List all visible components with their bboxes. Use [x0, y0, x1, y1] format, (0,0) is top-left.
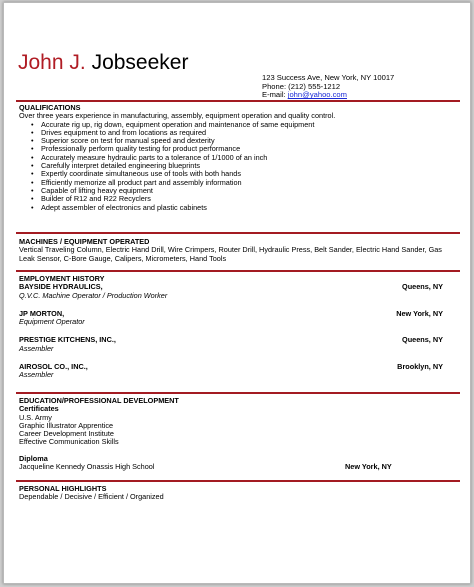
list-item: • Adept assembler of electronics and plastic cabinets	[29, 204, 457, 212]
section-divider	[16, 100, 460, 102]
job-company: AIROSOL CO., INC.,	[19, 362, 88, 372]
certificate-item: Graphic Illustrator Apprentice	[19, 420, 114, 430]
highlights-section	[19, 485, 457, 502]
section-divider	[16, 232, 460, 234]
list-item: • Builder of R12 and R22 Recyclers	[29, 195, 457, 203]
job-location: New York, NY	[396, 308, 443, 318]
section-divider	[16, 392, 460, 394]
highlights-heading: PERSONAL HIGHLIGHTS	[19, 484, 107, 493]
phone: Phone: (212) 555-1212	[262, 81, 341, 91]
job-entry	[19, 283, 457, 300]
email-label: E-mail:	[262, 90, 286, 100]
address: 123 Success Ave, New York, NY 10017	[262, 73, 395, 82]
first-name: John J.	[18, 51, 86, 74]
qualifications-section	[19, 104, 457, 212]
job-title: Assembler	[19, 370, 54, 380]
section-divider	[16, 270, 460, 272]
job-location: Queens, NY	[402, 282, 443, 292]
job-entry	[19, 336, 457, 353]
job-company: BAYSIDE HYDRAULICS,	[19, 282, 103, 292]
job-entry	[19, 310, 457, 327]
resume-page	[3, 2, 471, 584]
last-name: Jobseeker	[91, 51, 189, 74]
job-title: Equipment Operator	[19, 317, 85, 327]
section-divider	[16, 480, 460, 482]
diploma-school: Jacqueline Kennedy Onassis High School	[19, 462, 155, 472]
job-location: Queens, NY	[402, 335, 443, 345]
job-title: Q.V.C. Machine Operator / Production Worker	[19, 290, 168, 300]
list-item: • Accurate rig up, rig down, equipment operation and maintenance of same equipment	[29, 121, 457, 129]
diploma-location: New York, NY	[345, 462, 392, 472]
highlights-text: Dependable / Decisive / Efficient / Organized	[19, 492, 164, 502]
machines-text: Vertical Traveling Column, Electric Hand Drill, Wire Crimpers, Router Drill, Hydraulic Press, Belt Sander, Electric Hand Sander, Gas Leak Sensor, C-Bore Gauge, Calipers, Micrometers, Hand Tools	[19, 245, 442, 263]
qualifications-heading: QUALIFICATIONS	[19, 103, 81, 112]
machines-heading: MACHINES / EQUIPMENT OPERATED	[19, 237, 150, 246]
employment-section	[19, 275, 457, 390]
job-entry	[19, 363, 457, 380]
list-item: • Capable of lifting heavy equipment	[29, 187, 457, 195]
candidate-name	[18, 51, 188, 75]
list-item: • Superior score on test for manual speed and dexterity	[29, 137, 457, 145]
email-line	[262, 91, 394, 100]
list-item: • Accurately measure hydraulic parts to a tolerance of 1/1000 of an inch	[29, 154, 457, 162]
employment-heading: EMPLOYMENT HISTORY	[19, 274, 105, 283]
list-item: • Carefully interpret detailed engineering blueprints	[29, 162, 457, 170]
list-item: • Professionally perform quality testing for product performance	[29, 145, 457, 153]
certificates-heading: Certificates	[19, 404, 59, 414]
contact-block	[262, 74, 394, 100]
job-company: JP MORTON,	[19, 308, 65, 318]
qualifications-list	[19, 121, 457, 212]
list-item: • Expertly coordinate simultaneous use of tools with both hands	[29, 170, 457, 178]
education-section	[19, 397, 457, 471]
job-title: Assembler	[19, 343, 54, 353]
certificate-item: Career Development Institute	[19, 429, 114, 439]
list-item: • Drives equipment to and from locations as required	[29, 129, 457, 137]
certificate-item: U.S. Army	[19, 412, 52, 422]
education-heading: EDUCATION/PROFESSIONAL DEVELOPMENT	[19, 396, 179, 405]
machines-section	[19, 238, 457, 263]
job-location: Brooklyn, NY	[397, 362, 443, 372]
qualifications-intro: Over three years experience in manufacturing, assembly, equipment operation and quality control.	[19, 111, 336, 121]
certificate-item: Effective Communication Skills	[19, 437, 119, 447]
email-link[interactable]: john@yahoo.com	[287, 90, 347, 100]
list-item: • Efficiently memorize all product part and assembly information	[29, 179, 457, 187]
diploma-heading: Diploma	[19, 453, 48, 463]
job-company: PRESTIGE KITCHENS, INC.,	[19, 335, 116, 345]
